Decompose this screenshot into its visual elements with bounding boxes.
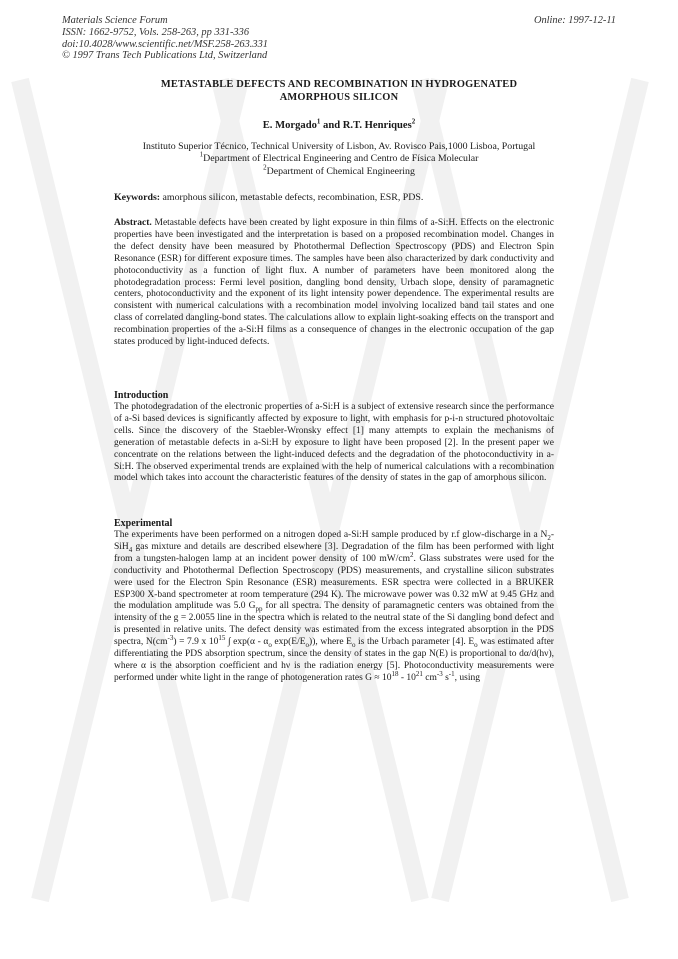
affil-2-text: Department of Chemical Engineering bbox=[266, 165, 415, 177]
issn-line: ISSN: 1662-9752, Vols. 258-263, pp 331-336 bbox=[62, 26, 250, 38]
exp-sub: o bbox=[351, 641, 356, 650]
exp-seg: s bbox=[442, 672, 449, 683]
exp-sup: 15 bbox=[218, 634, 226, 642]
exp-sub: o bbox=[268, 641, 272, 650]
author-list bbox=[80, 119, 598, 132]
exp-sup: -3 bbox=[167, 634, 174, 642]
journal-name: Materials Science Forum bbox=[62, 15, 168, 26]
keywords bbox=[114, 192, 554, 204]
experimental-text bbox=[114, 530, 554, 685]
affil-1-mark: 1 bbox=[199, 151, 204, 160]
exp-seg: gas mixture and details are described elsewhere [3]. Degradation of the film has been performed with light from a tungsten-halogen lamp at an incident power density of 100 mW/cm bbox=[114, 541, 554, 564]
exp-seg: exp(E/E bbox=[271, 637, 306, 648]
exp-seg: - 10 bbox=[398, 672, 416, 683]
author-1-affil-mark: 1 bbox=[316, 117, 321, 126]
introduction-heading: Introduction bbox=[114, 390, 169, 401]
exp-sub: 2 bbox=[547, 533, 551, 542]
experimental-heading: Experimental bbox=[114, 518, 173, 529]
exp-sub: 4 bbox=[128, 545, 133, 554]
exp-seg: for all spectra. The density of paramagnetic centers was obtained from the intensity of the g = 2.0055 line in the spectra which is related to the neutral state of the Si dangling bond defect and is presented in relative units. The defect density was estimated from the excess integrated absorption in the PDS spectra, N(cm bbox=[114, 601, 554, 648]
exp-sup: 21 bbox=[415, 669, 423, 678]
exp-seg: -SiH bbox=[114, 530, 554, 552]
exp-sup: -3 bbox=[436, 669, 443, 678]
paper-title bbox=[80, 79, 598, 105]
exp-seg: , using bbox=[454, 672, 480, 683]
affil-1-text: Department of Electrical Engineering and Centro de Física Molecular bbox=[203, 153, 479, 165]
exp-seg: The experiments have been performed on a nitrogen doped a-Si:H sample produced by r.f glow-discharge in a N bbox=[114, 530, 548, 540]
author-2: R.T. Henriques bbox=[342, 120, 412, 131]
author-conjunction: and bbox=[320, 120, 343, 131]
affiliation-dept-2 bbox=[60, 163, 618, 178]
introduction-text: The photodegradation of the electronic properties of a-Si:H is a subject of extensive research since the performance of a-Si based devices is significantly affected by exposure to light, with emphasis for p-i-n structured photovoltaic cells. Since the discovery of the Staebler-Wronsky effect [1] many attempts to explain the mechanisms of generation of metastable defects in a-Si:H by exposure to light have been proposed [2]. In the present paper we concentrate on the relations between the light-induced defects and the degradation of the photoconductivity in a-Si:H. The observed experimental trends are explained with the help of numerical calculations with a recombination model which takes into account the characteristic features of the density of states in the gap of amorphous silicon. bbox=[114, 402, 554, 484]
exp-seg: . Glass substrates were used for the conductivity and Photothermal Deflection Spectroscopy (PDS) measurements, and crystalline silicon substrates were used for the Electron Spin Resonance (ESR) measurements. ESR spectra were collected in a BRUKER ESP300 X-band spectrometer at room temperature (294 K). The microwave power was 0.32 mW at 9.45 GHz and the modulation amplitude was 5.0 G bbox=[114, 553, 554, 612]
online-date: Online: 1997-12-11 bbox=[533, 15, 616, 26]
author-2-affil-mark: 2 bbox=[411, 117, 416, 126]
exp-seg: )), where E bbox=[309, 637, 352, 648]
affiliations bbox=[60, 141, 618, 178]
journal-header bbox=[62, 15, 268, 62]
exp-sub: o bbox=[305, 641, 310, 650]
exp-seg: ∫ exp(α - α bbox=[225, 637, 269, 648]
doi-link[interactable]: doi:10.4028/www.scientific.net/MSF.258-263.331 bbox=[62, 38, 268, 50]
abstract-label: Abstract. bbox=[114, 218, 152, 228]
exp-sup: -1 bbox=[448, 669, 455, 678]
exp-sup: 2 bbox=[409, 550, 414, 559]
exp-sub: pp bbox=[255, 605, 263, 614]
exp-sub: o bbox=[474, 641, 478, 650]
abstract bbox=[114, 218, 554, 349]
copyright-line: © 1997 Trans Tech Publications Ltd, Switzerland bbox=[62, 50, 268, 62]
exp-seg: was estimated after differentiating the PDS absorption spectrum, since the density of states in the gap N(E) is proportional to dα/d(hν), where α is the absorption coefficient and hν is the radiation energy [5]. Photoconductivity measurements were performed under white light in the range of photogeneration rates G ≈ 10 bbox=[114, 637, 554, 683]
keywords-text: amorphous silicon, metastable defects, recombination, ESR, PDS. bbox=[160, 192, 424, 203]
title-line-2: AMORPHOUS SILICON bbox=[279, 91, 399, 103]
author-1: E. Morgado bbox=[262, 120, 317, 131]
affil-2-mark: 2 bbox=[263, 163, 267, 172]
keywords-label: Keywords: bbox=[114, 192, 161, 203]
affiliation-institute: Instituto Superior Técnico, Technical University of Lisbon, Av. Rovisco Pais,1000 Lisboa, Portugal bbox=[142, 141, 536, 152]
exp-seg: is the Urbach parameter [4]. E bbox=[355, 637, 475, 648]
exp-seg: cm bbox=[422, 672, 437, 683]
exp-sup: 18 bbox=[391, 669, 399, 678]
exp-seg: ) = 7.9 x 10 bbox=[173, 637, 219, 648]
title-line-1: METASTABLE DEFECTS AND RECOMBINATION IN HYDROGENATED bbox=[160, 79, 518, 90]
affiliation-dept-1 bbox=[60, 153, 618, 165]
abstract-text: Metastable defects have been created by light exposure in thin films of a-Si:H. Effects on the electronic properties have been investigated and the interpretation is based on a proposed recombination model. Changes in the defect density have been measured by Photothermal Deflection Spectroscopy (PDS) and Electron Spin Resonance (ESR) for different exposure times. The samples have been also characterized by dark conductivity and photoconductivity as a function of light flux. A number of parameters have been monitored along the photodegradation process: Fermi level position, dangling bond density, Urbach slope, density of paramagnetic centers, photoconductivity and the exponent of its light intensity power dependence. The experimental results are consistent with numerical calculations with a recombination model involving localized band tail states and one class of correlated dangling-bond states. The calculations allow to explain light-soaking effects on the transport and recombination properties of the a-Si:H films as a consequence of changes in the electronic occupation of the gap states produced by light-induced defects. bbox=[114, 218, 554, 348]
